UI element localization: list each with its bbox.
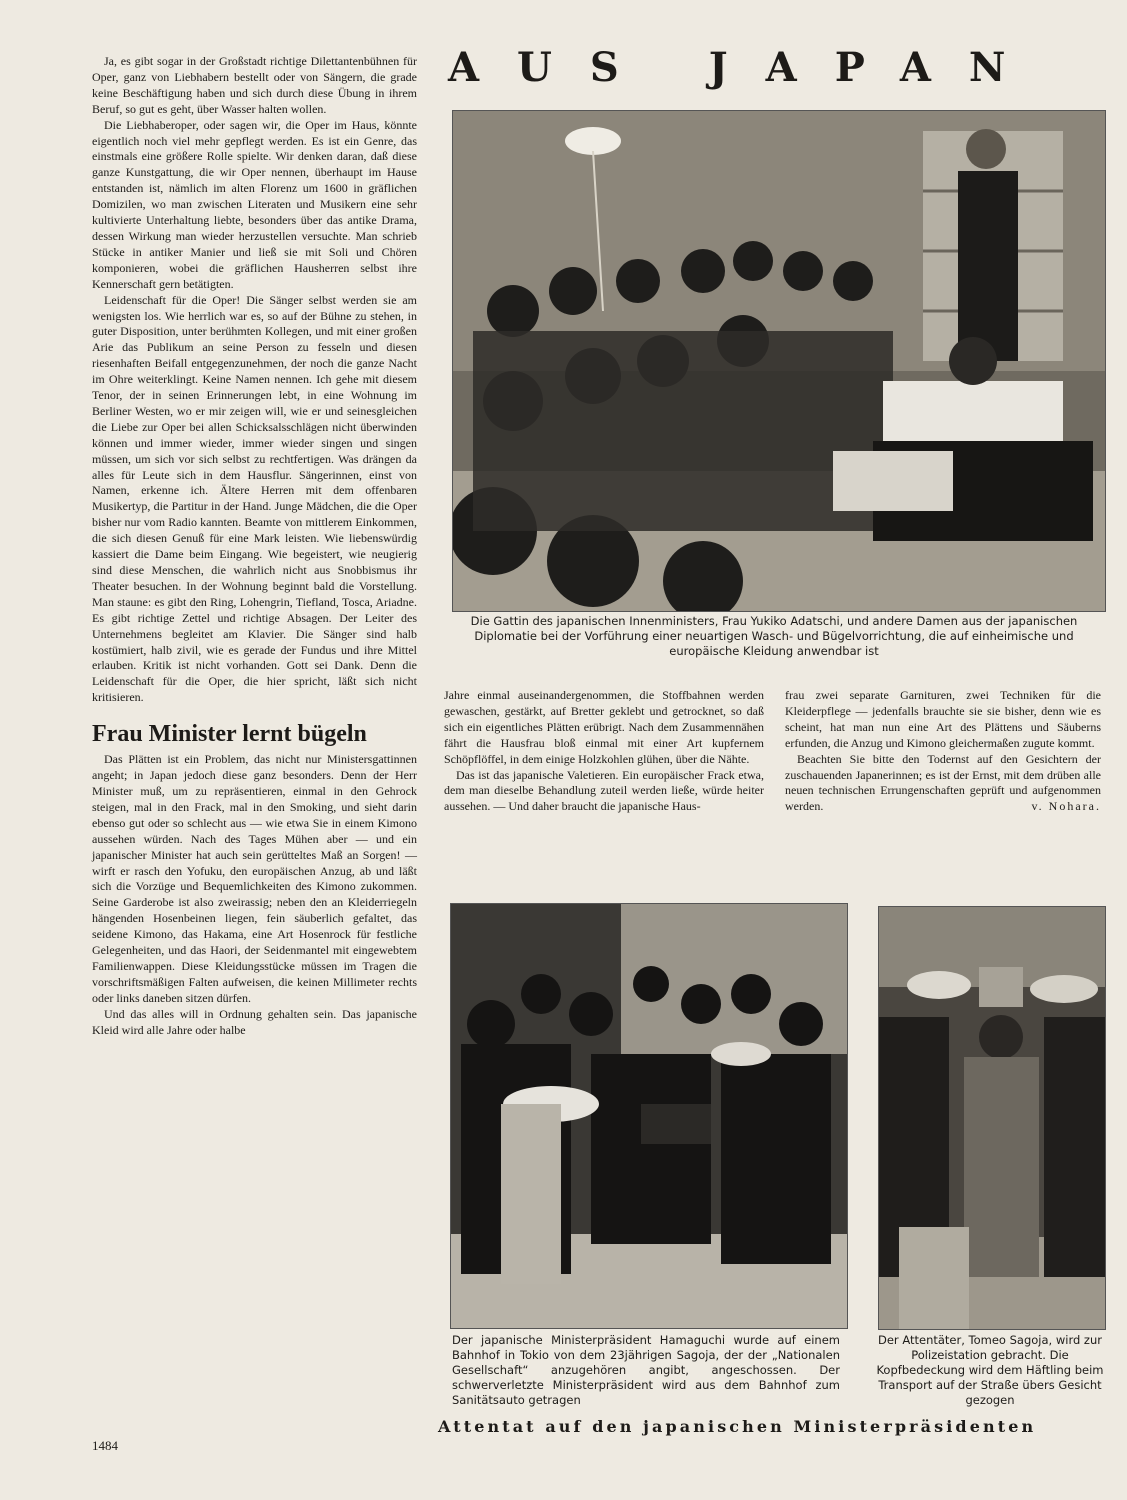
paragraph-3: Leidenschaft für die Oper! Die Sänger selbst werden sie am wenigsten los. Wie herrlich war es, so auf der Bühne zu stehen, in guter Disposition, unter berühmten Kollegen, und mit einer großen Arie das Publikum an seine Person zu fesseln und diesen riesenhaften Beifall entgegenzunehmen, der noch die ganze Nacht im Ohre weiterklingt. Keine Namen nennen. Ich gehe mit diesem Tenor, der in seinen Erinnerungen lebt, in eine Wohnung im Berliner Westen, wo er mir zeigen will, wie er und seinesgleichen die Liebe zur Oper bei allen Schicksalsschlägen nicht überwinden können und immer wieder, immer wieder singen und singen müssen, um sich vor sich selbst zu rechtfertigen. Was drängen da alles für Leute sich in dem Hausflur. Sängerinnen, einst von Namen, erkenne ich. Ältere Herren mit dem offenbaren Musikertyp, die Partitur in der Hand. Junge Mädchen, die die Oper bisher nur vom Radio kannten. Beamte von mittlerem Einkommen, die sich diesen Genuß für eine Mark leisten. Wie liebenswürdig kassiert die Dame beim Eingang. Wie begeistert, wie neugierig sind diese Menschen, die wahrlich nicht aus Snobbismus ihr Theater besuchen. In der Wohnung beginnt bald die Vorstellung. Man staune: es gibt den Ring, Lohengrin, Tiefland, Tosca, Ariadne. Es gibt richtige Zettel und richtige Absagen. Der Leiter des Unternehmens begleitet am Klavier. Die Sänger sind halb kostümiert, halb zivil, wie es gerade der Fundus und ihre Mittel erlauben. Kritik ist nicht vorhanden. Gott sei Dank. Denn die Leidenschaft für die Oper, die hier spricht, läßt sich nicht kritisieren. [92,292,417,705]
bottom-left-caption: Der japanische Ministerpräsident Hamaguchi wurde auf einem Bahnhof in Tokio von dem 23jährigen Sagoja, der der „Nationalen Gesellschaft“ anzugehören angibt, angeschossen. Der schwerverletzte Ministerpräsident wird aus dem Bahnhof zum Sanitätsauto getragen [452,1333,840,1407]
mid-paragraph-2: Das ist das japanische Valetieren. Ein europäischer Frack etwa, dem man dieselbe Behandlung zuteil werden ließe, würde heiter aussehen. — Und daher braucht die japanische Haus- [444,767,764,814]
paragraph-5: Und das alles will in Ordnung gehalten sein. Das japanische Kleid wird alle Jahre oder halbe [92,1006,417,1037]
bottom-left-photo-station-crowd [450,903,848,1329]
mid-paragraph-4 [785,752,1101,816]
bottom-right-photo-attacker [878,906,1106,1330]
paragraph-2: Die Liebhaberoper, oder sagen wir, die Oper im Haus, könnte eigentlich noch viel mehr gepflegt werden. Es ist ein Genre, das einstmals eine größere Rolle spielte. Wir denken daran, daß diese ganze Kunstgattung, die wir Oper nennen, überhaupt im Hause entstanden ist, nämlich im alten Florenz um 1600 in gräflichen Domizilen, wo man zwischen Literaten und Musikern eine sehr kultivierte Unterhaltung liebte, besonders über das antike Drama, dessen Wirkung man wieder herzustellen versuchte. Man schrieb Stücke in antiker Manier und ließ sie mit Soli und Chören komponieren, wobei die gräflichen Hausherren selbst ihre Kennerschaft gern betätigten. [92,117,417,291]
page-title: AUS JAPAN [448,44,1044,91]
photo-image [453,111,1105,611]
top-photo-ironing-demonstration [452,110,1106,612]
top-photo-caption: Die Gattin des japanischen Innenministers, Frau Yukiko Adatschi, und andere Damen aus der japanischen Diplomatie bei der Vorführung einer neuartigen Wasch- und Bügelvorrichtung, die auf einheimische und europäische Kleidung anwendbar ist [470,614,1078,658]
paragraph-4: Das Plätten ist ein Problem, das nicht nur Ministersgattinnen angeht; in Japan jedoch diese ganz besonders. Denn der Herr Minister muß, um zu repräsentieren, einmal in den Gehrock steigen, mal in den Frack, mal in den Smoking, und sieht darin ebenso gut oder so schlecht aus — wie etwa Sie in einem Kimono aussehen würden. Nach des Tages Mühen aber — und ein japanischer Minister hat auch sein gerütteltes Maß an Sorgen! — wirft er rasch den Yofuku, den europäischen Anzug, ab und läßt sich die Vorzüge und Bequemlichkeiten des Kimono zukommen. Seine Garderobe ist also zweirassig; neben den an Kleiderriegeln hängenden Hosenbeinen liegen, fein säuberlich gefaltet, das seidene Kimono, das Hakama, eine Art Hosenrock für festliche Gelegenheiten, und das Haori, der Seidenmantel mit eingewebtem Familienwappen. Diese Kleidungsstücke müssen im Tragen die vorschriftsmäßigen Falten aufweisen, die keinen Millimeter rechts oder links daneben sitzen dürfen. [92,752,417,1005]
photo-image [879,907,1105,1329]
bottom-right-caption: Der Attentäter, Tomeo Sagoja, wird zur Polizeistation gebracht. Die Kopfbedeckung wird dem Häftling beim Transport auf der Straße übers Gesicht gezogen [876,1333,1104,1407]
paragraph-1: Ja, es gibt sogar in der Großstadt richtige Dilettantenbühnen für Oper, ganz von Liebhabern bestellt oder von Sängern, die grade keine Beschäftigung haben und sich durch diese Übung in ihrem Beruf, so gut es geht, über Wasser halten wollen. [92,54,417,116]
bottom-section-title: Attentat auf den japanischen Ministerpräsidenten [438,1417,1037,1436]
mid-paragraph-3: frau zwei separate Garnituren, zwei Techniken für die Kleiderpflege — jedenfalls brauchte sie sie bisher, denn wie es scheint, hat man nun eine Art des Plättens und Säuberns erfunden, die Anzug und Kimono gleichermaßen zugute kommt. [785,688,1101,750]
author-signature: v. Nohara. [1031,799,1101,814]
photo-image [451,904,847,1328]
page-number: 1484 [92,1438,118,1453]
middle-column-2 [785,688,1101,815]
mid-paragraph-4-text: Beachten Sie bitte den Todernst auf den Gesichtern der zuschauenden Japanerinnen; es ist der Ernst, mit dem drüben alle neuen technischen Errungenschaften geprüft und aufgenommen werden. [785,751,1101,814]
middle-column-1 [444,688,764,815]
section-heading: Frau Minister lernt bügeln [92,721,367,748]
left-column [92,54,417,1038]
mid-paragraph-1: Jahre einmal auseinandergenommen, die Stoffbahnen werden gewaschen, gestärkt, auf Bretter geklebt und getrocknet, so daß sich ein eigentliches Plätten erübrigt. Nach dem Zusammennähen fährt die Hausfrau bloß einmal mit einer Art kupfernem Schöpflöffel, in dem einige Holzkohlen glühen, über die Nähte. [444,688,764,766]
